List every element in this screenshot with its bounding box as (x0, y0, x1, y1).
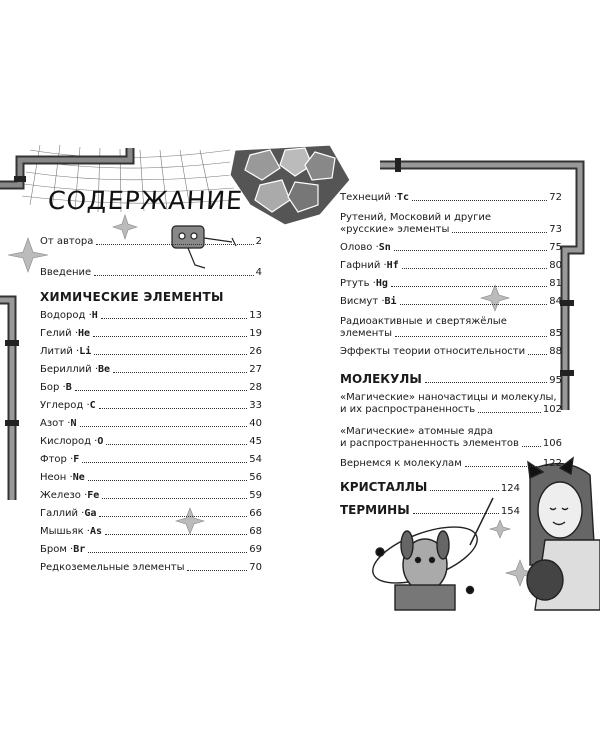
toc-entry[interactable]: Неон · Ne 56 (40, 472, 262, 483)
toc-entry[interactable]: Бор · B 28 (40, 382, 262, 393)
toc-entry[interactable]: Технеций · Tc 72 (340, 192, 562, 203)
pentagon-pattern (230, 145, 350, 225)
contents-heading: СОДЕРЖАНИЕ (46, 186, 244, 215)
section-crystals[interactable]: КРИСТАЛЛЫ 124 (340, 480, 520, 494)
toc-entry[interactable]: Галлий · Ga 66 (40, 508, 262, 519)
toc-entry[interactable]: Олово · Sn 75 (340, 242, 562, 253)
toc-entry[interactable]: Ртуть · Hg 81 (340, 278, 562, 289)
toc-entry-multiline[interactable]: Рутений, Московий и другие «русские» элементы 73 (340, 212, 562, 235)
toc-entry[interactable]: Железо · Fe 59 (40, 490, 262, 501)
toc-entry[interactable]: Кислород · O 45 (40, 436, 262, 447)
section-title-elements: ХИМИЧЕСКИЕ ЭЛЕМЕНТЫ (40, 290, 224, 304)
toc-entry[interactable]: Азот · N 40 (40, 418, 262, 429)
toc-entry[interactable]: Литий · Li 26 (40, 346, 262, 357)
toc-entry-multiline[interactable]: «Магические» атомные ядра и распространенность элементов 106 (340, 426, 562, 449)
section-terms[interactable]: ТЕРМИНЫ 154 (340, 503, 520, 517)
toc-entry[interactable]: Редкоземельные элементы 70 (40, 562, 262, 573)
toc-entry[interactable]: Бериллий · Be 27 (40, 364, 262, 375)
toc-entry-multiline[interactable]: Радиоактивные и свертяжёлые элементы 85 (340, 316, 562, 339)
toc-entry-multiline[interactable]: «Магические» наночастицы и молекулы, и их распространенность 102 (340, 392, 562, 415)
toc-entry[interactable]: Фтор · F 54 (40, 454, 262, 465)
toc-entry[interactable]: Гелий · He 19 (40, 328, 262, 339)
toc-entry[interactable]: Углерод · C 33 (40, 400, 262, 411)
toc-entry-author[interactable]: От автора 2 (40, 236, 262, 247)
toc-entry[interactable]: Эффекты теории относительности 88 (340, 346, 562, 357)
toc-entry[interactable]: Водород · H 13 (40, 310, 262, 321)
section-molecules[interactable]: МОЛЕКУЛЫ 95 (340, 372, 562, 386)
dot-leader (96, 244, 253, 245)
girl-illustration (527, 458, 600, 610)
toc-entry[interactable]: Бром · Br 69 (40, 544, 262, 555)
dot-leader (94, 275, 253, 276)
toc-entry[interactable]: Мышьяк · As 68 (40, 526, 262, 537)
pipe-decoration-left (0, 300, 19, 500)
toc-entry-intro[interactable]: Введение 4 (40, 267, 262, 278)
toc-entry[interactable]: Гафний · Hf 80 (340, 260, 562, 271)
toc-entry[interactable]: Вернемся к молекулам 122 (340, 458, 562, 469)
toc-entry[interactable]: Висмут · Bi 84 (340, 296, 562, 307)
